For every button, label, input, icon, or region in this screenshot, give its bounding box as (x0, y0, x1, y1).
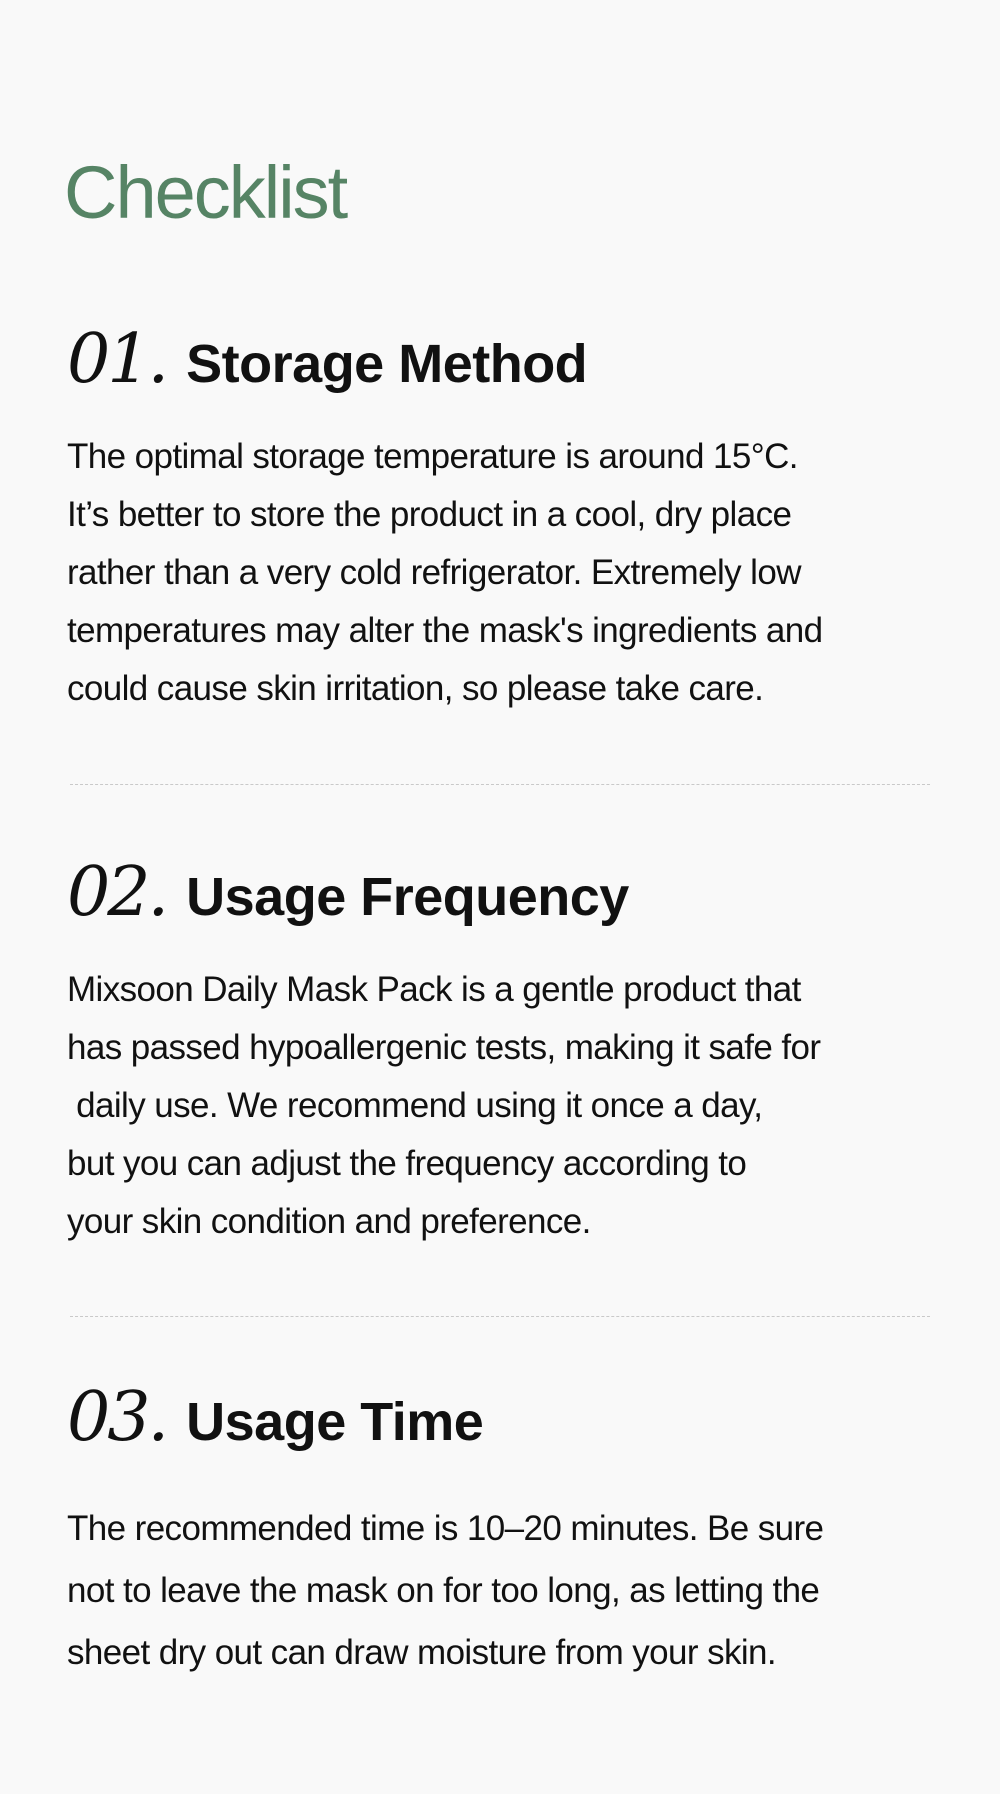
body-line: The optimal storage temperature is around 15°C. (67, 437, 798, 476)
body-line: has passed hypoallergenic tests, making it safe for (67, 1028, 821, 1067)
body-line: not to leave the mask on for too long, as letting the (67, 1571, 820, 1610)
section-title: Usage Time (186, 1392, 484, 1452)
body-line: could cause skin irritation, so please take care. (67, 669, 764, 708)
section-number: 02. (67, 853, 167, 932)
body-line: but you can adjust the frequency according to (67, 1144, 747, 1183)
body-line: your skin condition and preference. (67, 1202, 591, 1241)
section-number: 03. (67, 1378, 167, 1457)
body-line: The recommended time is 10–20 minutes. Be sure (67, 1509, 824, 1548)
section-body (67, 961, 947, 1251)
section-body (67, 428, 947, 718)
section-usage-time (67, 1380, 947, 1684)
section-divider (70, 1316, 930, 1317)
section-heading (67, 322, 947, 402)
section-divider (70, 784, 930, 785)
body-line: rather than a very cold refrigerator. Extremely low (67, 553, 801, 592)
section-body (67, 1498, 947, 1684)
section-title: Usage Frequency (186, 867, 629, 927)
body-line: Mixsoon Daily Mask Pack is a gentle product that (67, 970, 801, 1009)
section-heading (67, 855, 947, 935)
body-line: daily use. We recommend using it once a day, (67, 1086, 763, 1125)
section-storage-method (67, 322, 947, 718)
body-line: It’s better to store the product in a cool, dry place (67, 495, 792, 534)
body-line: temperatures may alter the mask's ingredients and (67, 611, 823, 650)
section-heading (67, 1380, 947, 1460)
section-usage-frequency (67, 855, 947, 1251)
body-line: sheet dry out can draw moisture from your skin. (67, 1633, 777, 1672)
page-title: Checklist (64, 151, 347, 234)
section-number: 01. (67, 320, 167, 399)
section-title: Storage Method (186, 334, 588, 394)
